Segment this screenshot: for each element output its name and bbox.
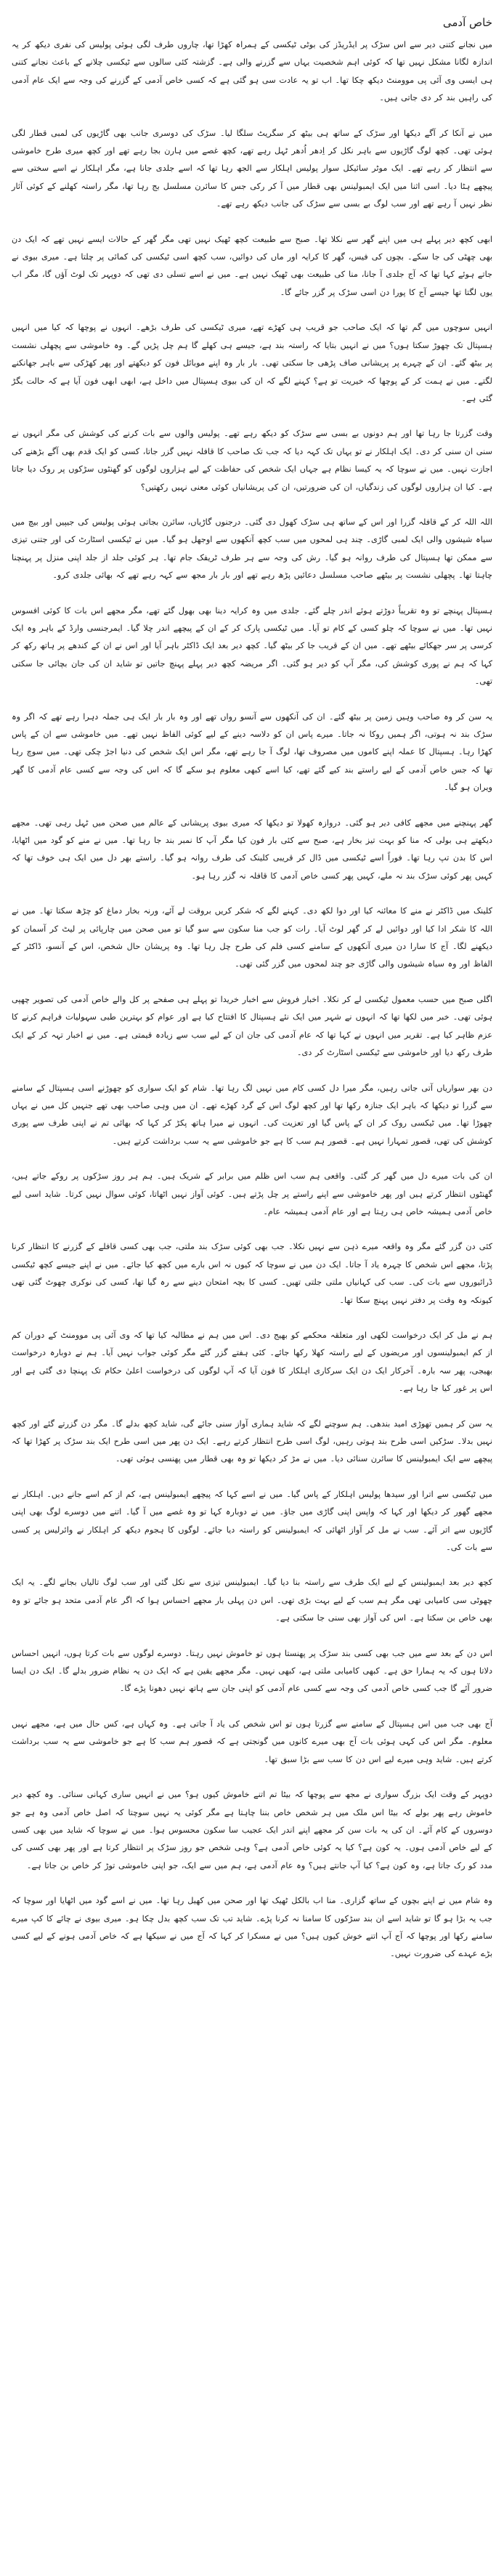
article-paragraph: میں نجانے کتنی دیر سے اس سڑک پر ایڈریڈز کی بوٹی ٹیکسی کے ہمراہ کھڑا تھا، چاروں طرف لگی ہوئی پولیس کی نفری دیکھ کر یہ اندازہ لگانا مشکل نہیں تھا کہ کوئی اہم شخصیت یہاں سے گزرنے والی ہے۔ گزشتہ کئی سالوں سے ٹیکسی چلانے کے باعث نجانے کتنی ہی ایسی وی آئی پی موومنٹ دیکھ چکا تھا۔ اب تو یہ عادت سی ہو گئی ہے کہ کسی خاص آدمی کے گزرنے کی وجہ سے ایک عام آدمی کی راہیں بند کر دی جاتی ہیں۔ <box>12 40 492 103</box>
article-paragraph: کئی دن گزر گئے مگر وہ واقعہ میرے ذہن سے نہیں نکلا۔ جب بھی کوئی سڑک بند ملتی، جب بھی کسی قافلے کے گزرنے کا انتظار کرنا پڑتا، مجھے اس شخص کا چہرہ یاد آ جاتا۔ ایک دن میں نے سوچا کہ کیوں نہ اس بارے میں کچھ کیا جائے۔ میں نے اپنے جیسے کچھ ٹیکسی ڈرائیوروں سے بات کی۔ سب کی کہانیاں ملتی جلتی تھیں۔ کسی کا بچہ امتحان دینے سے رہ گیا تھا، کسی کی نوکری چھوٹ گئی تھی کیونکہ وہ وقت پر دفتر نہیں پہنچ سکا تھا۔ <box>12 1242 492 1305</box>
article-paragraph: میں ٹیکسی سے اترا اور سیدھا پولیس اہلکار کے پاس گیا۔ میں نے اسے کہا کہ پیچھے ایمبولینس ہے، کم از کم اسے جانے دیں۔ اہلکار نے مجھے گھور کر دیکھا اور کہا کہ واپس اپنی گاڑی میں جاؤ۔ میں نے دوبارہ کہا تو وہ غصے میں آ گیا۔ اتنے میں دوسرے لوگ بھی اپنی گاڑیوں سے اتر آئے۔ سب نے مل کر آواز اٹھائی کہ ایمبولینس کو راستہ دیا جائے۔ لوگوں کا ہجوم دیکھ کر اہلکار نے وائرلیس پر کسی سے بات کی۔ <box>12 1489 492 1553</box>
article-paragraph: ہم نے مل کر ایک درخواست لکھی اور متعلقہ محکمے کو بھیج دی۔ اس میں ہم نے مطالبہ کیا تھا کہ وی آئی پی موومنٹ کے دوران کم از کم ایمبولینسوں اور مریضوں کے لیے راستہ کھلا رکھا جائے۔ کئی ہفتے گزر گئے مگر کوئی جواب نہیں آیا۔ ہم نے دوبارہ درخواست بھیجی، پھر سہ بارہ۔ آخرکار ایک دن ایک سرکاری اہلکار کا فون آیا کہ آپ لوگوں کی درخواست اعلیٰ حکام تک پہنچا دی گئی ہے اور اس پر غور کیا جا رہا ہے۔ <box>12 1330 492 1394</box>
article-paragraph: اللہ اللہ کر کے قافلہ گزرا اور اس کے ساتھ ہی سڑک کھول دی گئی۔ درجنوں گاڑیاں، سائرن بجاتی ہوئی پولیس کی جیپیں اور بیچ میں سیاہ شیشوں والی ایک لمبی گاڑی۔ چند ہی لمحوں میں سب کچھ آنکھوں سے اوجھل ہو گیا۔ میں نے ٹیکسی اسٹارٹ کی اور جتنی تیزی سے ممکن تھا ہسپتال کی طرف روانہ ہو گیا۔ رش کی وجہ سے ہر طرف ٹریفک جام تھا۔ ہر کوئی جلد از جلد اپنی منزل پر پہنچنا چاہتا تھا۔ پچھلی نشست پر بیٹھے صاحب مسلسل دعائیں پڑھ رہے تھے اور بار بار مجھ سے کہہ رہے تھے کہ بھائی جلدی کرو۔ <box>12 517 492 581</box>
article-paragraph: یہ سن کر ہمیں تھوڑی امید بندھی۔ ہم سوچنے لگے کہ شاید ہماری آواز سنی جائے گی، شاید کچھ بدلے گا۔ مگر دن گزرتے گئے اور کچھ نہیں بدلا۔ سڑکیں اسی طرح بند ہوتی رہیں، لوگ اسی طرح انتظار کرتے رہے۔ ایک دن پھر میں اسی طرح ایک بند سڑک پر کھڑا تھا کہ پیچھے سے ایک ایمبولینس کا سائرن سنائی دیا۔ میں نے مڑ کر دیکھا تو وہ بھی قطار میں پھنسی ہوئی تھی۔ <box>12 1418 492 1464</box>
article-paragraph: انہیں سوچوں میں گم تھا کہ ایک صاحب جو قریب ہی کھڑے تھے، میری ٹیکسی کی طرف بڑھے۔ انہوں نے پوچھا کہ کیا میں انہیں ہسپتال تک چھوڑ سکتا ہوں؟ میں نے انہیں بتایا کہ راستہ بند ہے، جیسے ہی کھلے گا ہم چل پڑیں گے۔ وہ خاموشی سے پچھلی نشست پر بیٹھ گئے۔ ان کے چہرے پر پریشانی صاف پڑھی جا سکتی تھی۔ بار بار وہ اپنے موبائل فون کو دیکھتے اور پھر کھڑکی سے باہر جھانکنے لگتے۔ میں نے ہمت کر کے پوچھا کہ خیریت تو ہے؟ کہنے لگے کہ ان کی بیوی ہسپتال میں داخل ہے، ابھی ابھی فون آیا ہے کہ حالت بگڑ گئی ہے۔ <box>12 323 492 403</box>
article-paragraph: میں نے آنکا کر آگے دیکھا اور سڑک کے ساتھ ہی بیٹھ کر سگریٹ سلگا لیا۔ سڑک کی دوسری جانب بھی گاڑیوں کی لمبی قطار لگی ہوئی تھی۔ کچھ لوگ گاڑیوں سے باہر نکل کر اِدھر اُدھر ٹہل رہے تھے، کچھ غصے میں ہارن بجا رہے تھے اور کچھ میری طرح خاموشی سے انتظار کر رہے تھے۔ ایک موٹر سائیکل سوار پولیس اہلکار سے الجھ رہا تھا کہ اسے جلدی جانا ہے، مگر اہلکار نے اسے سختی سے پیچھے ہٹا دیا۔ اسی اثنا میں ایک ایمبولینس بھی قطار میں آ کر رکی جس کا سائرن مسلسل بج رہا تھا، مگر راستہ کھلنے کے کوئی آثار نظر نہیں آ رہے تھے اور سب لوگ بے بسی سے سڑک کی جانب دیکھ رہے تھے۔ <box>12 128 492 209</box>
article-paragraph: اس دن کے بعد سے میں جب بھی کسی بند سڑک پر پھنستا ہوں تو خاموش نہیں رہتا۔ دوسرے لوگوں سے بات کرتا ہوں، انہیں احساس دلاتا ہوں کہ یہ ہمارا حق ہے۔ کبھی کامیابی ملتی ہے، کبھی نہیں۔ مگر مجھے یقین ہے کہ ایک دن یہ نظام ضرور بدلے گا۔ ایک دن ایسا ضرور آئے گا جب کسی خاص آدمی کی وجہ سے کسی عام آدمی کو اپنی جان سے ہاتھ نہیں دھونا پڑے گا۔ <box>12 1648 492 1694</box>
article-paragraph: وہ شام میں نے اپنے بچوں کے ساتھ گزاری۔ منا اب بالکل ٹھیک تھا اور صحن میں کھیل رہا تھا۔ میں نے اسے گود میں اٹھایا اور سوچا کہ جب یہ بڑا ہو گا تو شاید اسے ان بند سڑکوں کا سامنا نہ کرنا پڑے۔ شاید تب تک سب کچھ بدل چکا ہو۔ میری بیوی نے چائے کا کپ میرے سامنے رکھا اور پوچھا کہ آج آپ اتنے خوش کیوں ہیں؟ میں نے مسکرا کر کہا کہ آج میں نے سیکھا ہے کہ خاص آدمی ہونے کے لیے کسی بڑے عہدے کی ضرورت نہیں۔ <box>12 1896 492 1959</box>
article-paragraph: گھر پہنچنے میں مجھے کافی دیر ہو گئی۔ دروازہ کھولا تو دیکھا کہ میری بیوی پریشانی کے عالم میں صحن میں ٹہل رہی تھی۔ مجھے دیکھتے ہی بولی کہ منا کو بہت تیز بخار ہے، صبح سے کئی بار فون کیا مگر آپ کا نمبر بند جا رہا تھا۔ میں نے منے کو گود میں اٹھایا، اس کا بدن تپ رہا تھا۔ فوراً اسے ٹیکسی میں ڈال کر قریبی کلینک کی طرف روانہ ہو گیا۔ راستے بھر دل میں ایک ہی خوف تھا کہ کہیں پھر کوئی سڑک بند نہ ملے، کہیں پھر کسی خاص آدمی کا قافلہ نہ گزر رہا ہو۔ <box>12 817 492 881</box>
article-paragraph: ان کی بات میرے دل میں گھر کر گئی۔ واقعی ہم سب اس ظلم میں برابر کے شریک ہیں۔ ہم ہر روز سڑکوں پر روکے جاتے ہیں، گھنٹوں انتظار کرتے ہیں اور پھر خاموشی سے اپنے راستے پر چل پڑتے ہیں۔ کوئی آواز نہیں اٹھاتا، کوئی سوال نہیں کرتا۔ شاید اسی لیے خاص آدمی ہمیشہ خاص ہی رہتا ہے اور عام آدمی ہمیشہ عام۔ <box>12 1171 492 1216</box>
article-paragraph: کلینک میں ڈاکٹر نے منے کا معائنہ کیا اور دوا لکھ دی۔ کہنے لگے کہ شکر کریں بروقت لے آئے، ورنہ بخار دماغ کو چڑھ سکتا تھا۔ میں نے اللہ کا شکر ادا کیا اور دوائیں لے کر گھر لوٹ آیا۔ رات کو جب منا سکون سے سو گیا تو میں صحن میں چارپائی پر لیٹ کر آسمان کو دیکھنے لگا۔ آج کا سارا دن میری آنکھوں کے سامنے کسی فلم کی طرح چل رہا تھا۔ وہ پریشان حال شخص، اس کے آنسو، ڈاکٹر کے الفاظ اور وہ سیاہ شیشوں والی گاڑی جو چند لمحوں میں گزر گئی تھی۔ <box>12 906 492 969</box>
article-paragraph: اگلی صبح میں حسب معمول ٹیکسی لے کر نکلا۔ اخبار فروش سے اخبار خریدا تو پہلے ہی صفحے پر کل والے خاص آدمی کی تصویر چھپی ہوئی تھی۔ خبر میں لکھا تھا کہ انہوں نے شہر میں ایک نئے ہسپتال کا افتتاح کیا ہے اور عوام کو بہترین طبی سہولیات فراہم کرنے کا عزم ظاہر کیا ہے۔ تقریر میں انہوں نے کہا تھا کہ عام آدمی کی جان ان کے لیے سب سے زیادہ قیمتی ہے۔ میں نے اخبار تہہ کر کے ایک طرف رکھ دیا اور خاموشی سے ٹیکسی اسٹارٹ کر دی۔ <box>12 994 492 1058</box>
article-paragraph: ابھی کچھ دیر پہلے ہی میں اپنے گھر سے نکلا تھا۔ صبح سے طبیعت کچھ ٹھیک نہیں تھی مگر گھر کے حالات ایسے نہیں تھے کہ ایک دن بھی چھٹی کی جا سکے۔ بچوں کی فیس، گھر کا کرایہ اور ماں کی دوائیں، سب کچھ اسی ٹیکسی کی کمائی پر چلتا ہے۔ میری بیوی نے جاتے ہوئے کہا تھا کہ آج جلدی آ جانا، منا کی طبیعت بھی ٹھیک نہیں ہے۔ میں نے اسے تسلی دی تھی کہ دوپہر تک لوٹ آؤں گا، مگر اب یوں لگتا تھا جیسے آج کا پورا دن اسی سڑک پر گزر جائے گا۔ <box>12 234 492 297</box>
article-body <box>12 36 492 1963</box>
article-title: خاص آدمی <box>442 16 492 29</box>
article-paragraph: آج بھی جب میں اس ہسپتال کے سامنے سے گزرتا ہوں تو اس شخص کی یاد آ جاتی ہے۔ وہ کہاں ہے، کس حال میں ہے، مجھے نہیں معلوم۔ مگر اس کی کہی ہوئی بات آج بھی میرے کانوں میں گونجتی ہے کہ قصور ہم سب کا ہے جو خاموشی سے یہ سب برداشت کرتے ہیں۔ شاید وہی میرے لیے اس دن کا سب سے بڑا سبق تھا۔ <box>12 1719 492 1764</box>
article-paragraph: دوپہر کے وقت ایک بزرگ سواری نے مجھ سے پوچھا کہ بیٹا تم اتنے خاموش کیوں ہو؟ میں نے انہیں ساری کہانی سنائی۔ وہ کچھ دیر خاموش رہے پھر بولے کہ بیٹا اس ملک میں ہر شخص خاص بننا چاہتا ہے مگر کوئی یہ نہیں سوچتا کہ اصل خاص آدمی وہ ہے جو دوسروں کے کام آئے۔ ان کی یہ بات سن کر مجھے اپنے اندر ایک عجیب سا سکون محسوس ہوا۔ میں نے سوچا کہ شاید میں بھی کسی کے لیے خاص آدمی ہوں۔ یہ کون ہے؟ کیا یہ کوئی خاص آدمی ہے؟ وہی شخص جو روز سڑک پر انتظار کرتا ہے اور پھر بھی کسی کی مدد کو رک جاتا ہے، وہ کون ہے؟ کیا آپ جانتے ہیں؟ وہ عام آدمی ہے، ہم میں سے ایک، جو اپنی خاموشی توڑ کر خاص بن جاتا ہے۔ <box>12 1790 492 1870</box>
article-paragraph: ہسپتال پہنچے تو وہ تقریباً دوڑتے ہوئے اندر چلے گئے۔ جلدی میں وہ کرایہ دینا بھی بھول گئے تھے، مگر مجھے اس بات کا کوئی افسوس نہیں تھا۔ میں نے سوچا کہ چلو کسی کے کام تو آیا۔ میں ٹیکسی پارک کر کے ان کے پیچھے اندر چلا گیا۔ ایمرجنسی وارڈ کے باہر وہ ایک کرسی پر سر جھکائے بیٹھے تھے۔ میں ان کے قریب جا کر بیٹھ گیا۔ کچھ دیر بعد ایک ڈاکٹر باہر آیا اور اس نے ان کے کندھے پر ہاتھ رکھ کر کہا کہ ہم نے پوری کوشش کی، مگر آپ کو دیر ہو گئی۔ اگر مریضہ کچھ دیر پہلے پہنچ جاتیں تو شاید ان کی جان بچائی جا سکتی تھی۔ <box>12 605 492 687</box>
article-paragraph: دن بھر سواریاں آتی جاتی رہیں، مگر میرا دل کسی کام میں نہیں لگ رہا تھا۔ شام کو ایک سواری کو چھوڑنے اسی ہسپتال کے سامنے سے گزرا تو دیکھا کہ باہر ایک جنازہ رکھا تھا اور کچھ لوگ اس کے گرد کھڑے تھے۔ ان میں وہی صاحب بھی تھے جنہیں کل میں نے یہاں چھوڑا تھا۔ میں ٹیکسی روک کر ان کے پاس گیا اور تعزیت کی۔ انہوں نے میرا ہاتھ پکڑ کر کہا کہ بھائی تم نے اپنی طرف سے پوری کوشش کی تھی، قصور تمہارا نہیں ہے۔ قصور ہم سب کا ہے جو خاموشی سے یہ سب برداشت کرتے ہیں۔ <box>12 1083 492 1146</box>
article-paragraph: یہ سن کر وہ صاحب وہیں زمین پر بیٹھ گئے۔ ان کی آنکھوں سے آنسو رواں تھے اور وہ بار بار ایک ہی جملہ دہرا رہے تھے کہ اگر وہ سڑک بند نہ ہوتی، اگر ہمیں روکا نہ جاتا۔ میرے پاس ان کو دلاسہ دینے کے لیے کوئی الفاظ نہیں تھے۔ میں خاموشی سے ان کے پاس کھڑا رہا۔ ہسپتال کا عملہ اپنے کاموں میں مصروف تھا، لوگ آ جا رہے تھے، مگر اس ایک شخص کی دنیا اجڑ چکی تھی۔ میں سوچ رہا تھا کہ جس خاص آدمی کے لیے راستے بند کیے گئے تھے، کیا اسے کبھی معلوم ہو سکے گا کہ اس کی وجہ سے کسی عام آدمی کا گھر ویران ہو گیا۔ <box>12 711 492 793</box>
article-paragraph: وقت گزرتا جا رہا تھا اور ہم دونوں بے بسی سے سڑک کو دیکھ رہے تھے۔ پولیس والوں سے بات کرنے کی کوشش کی مگر انہوں نے سنی ان سنی کر دی۔ ایک اہلکار نے تو یہاں تک کہہ دیا کہ جب تک صاحب کا قافلہ نہیں گزر جاتا، کسی کو ایک قدم بھی آگے بڑھنے کی اجازت نہیں۔ میں نے سوچا کہ یہ کیسا نظام ہے جہاں ایک شخص کی حفاظت کے لیے ہزاروں لوگوں کو گھنٹوں سڑکوں پر روک دیا جاتا ہے۔ کیا ان ہزاروں لوگوں کی زندگیاں، ان کی ضرورتیں، ان کی پریشانیاں کوئی معنی نہیں رکھتیں؟ <box>12 429 493 492</box>
article-paragraph: کچھ دیر بعد ایمبولینس کے لیے ایک طرف سے راستہ بنا دیا گیا۔ ایمبولینس تیزی سے نکل گئی اور سب لوگ تالیاں بجانے لگے۔ یہ ایک چھوٹی سی کامیابی تھی مگر ہم سب کے لیے بہت بڑی تھی۔ اس دن پہلی بار مجھے احساس ہوا کہ اگر عام آدمی متحد ہو جائے تو وہ بھی خاص بن سکتا ہے۔ اس کی آواز بھی سنی جا سکتی ہے۔ <box>12 1578 492 1623</box>
